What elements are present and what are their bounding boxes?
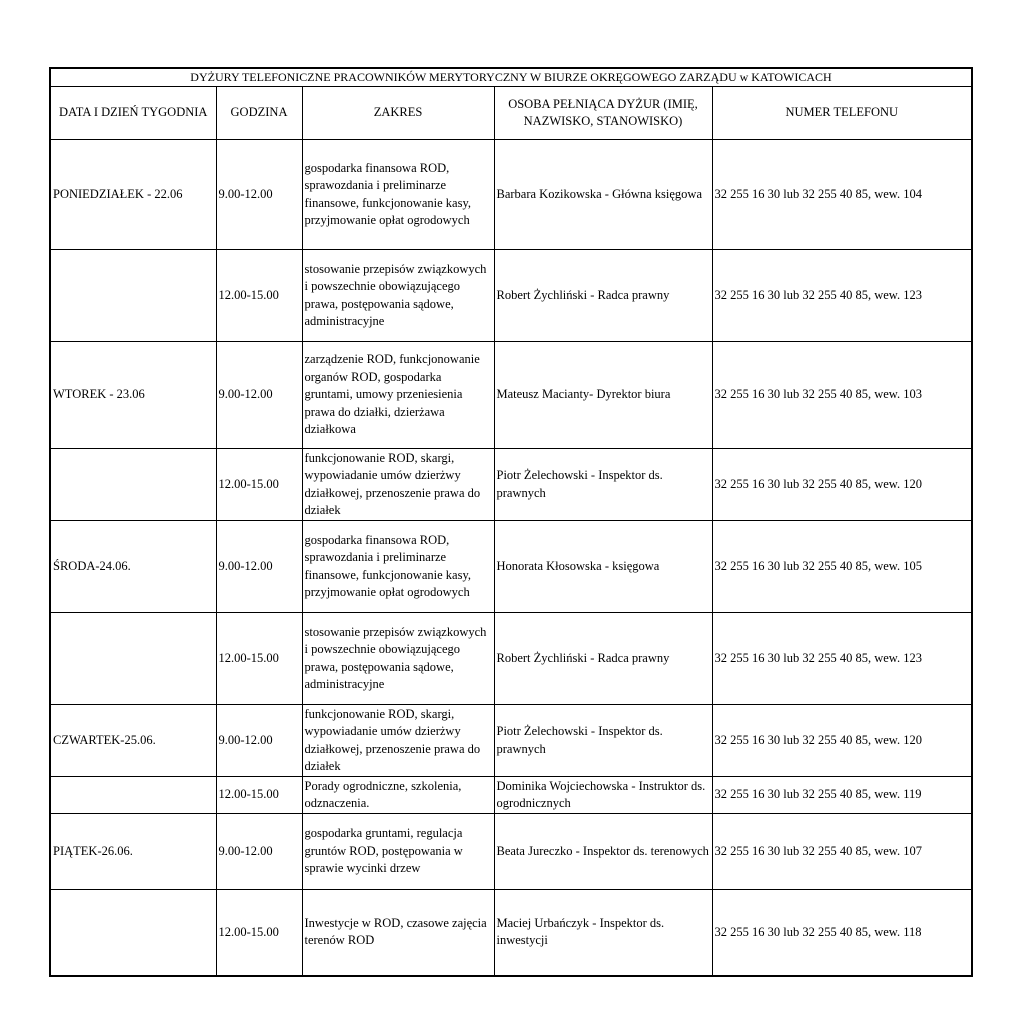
table-row xyxy=(50,342,972,449)
cell-date xyxy=(50,449,216,521)
table-row xyxy=(50,140,972,250)
cell-scope: Inwestycje w ROD, czasowe zajęcia terenów ROD xyxy=(302,890,494,976)
cell-phone: 32 255 16 30 lub 32 255 40 85, wew. 123 xyxy=(712,613,972,705)
cell-date: PIĄTEK-26.06. xyxy=(50,814,216,890)
cell-scope: zarządzenie ROD, funkcjonowanie organów ROD, gospodarka gruntami, umowy przeniesienia prawa do działki, dzierżawa działkowa xyxy=(302,342,494,449)
table-title: DYŻURY TELEFONICZNE PRACOWNIKÓW MERYTORYCZNY W BIURZE OKRĘGOWEGO ZARZĄDU w KATOWICACH xyxy=(50,68,972,87)
table-row xyxy=(50,890,972,976)
cell-person: Robert Żychliński - Radca prawny xyxy=(494,250,712,342)
cell-phone: 32 255 16 30 lub 32 255 40 85, wew. 120 xyxy=(712,705,972,777)
cell-scope: funkcjonowanie ROD, skargi, wypowiadanie umów dzierżwy działkowej, przenoszenie prawa do działek xyxy=(302,705,494,777)
cell-person: Piotr Żelechowski - Inspektor ds. prawnych xyxy=(494,705,712,777)
cell-scope: stosowanie przepisów związkowych i powszechnie obowiązującego prawa, postępowania sądowe, administracyjne xyxy=(302,250,494,342)
header-person: OSOBA PEŁNIĄCA DYŻUR (IMIĘ, NAZWISKO, STANOWISKO) xyxy=(494,87,712,140)
table-row xyxy=(50,814,972,890)
title-row xyxy=(50,68,972,87)
cell-date xyxy=(50,250,216,342)
cell-phone: 32 255 16 30 lub 32 255 40 85, wew. 105 xyxy=(712,521,972,613)
table-row xyxy=(50,250,972,342)
table-row xyxy=(50,613,972,705)
cell-date: PONIEDZIAŁEK - 22.06 xyxy=(50,140,216,250)
cell-hour: 12.00-15.00 xyxy=(216,777,302,814)
cell-date xyxy=(50,613,216,705)
cell-scope: funkcjonowanie ROD, skargi, wypowiadanie umów dzierżwy działkowej, przenoszenie prawa do działek xyxy=(302,449,494,521)
cell-scope: gospodarka finansowa ROD, sprawozdania i preliminarze finansowe, funkcjonowanie kasy, przyjmowanie opłat ogrodowych xyxy=(302,521,494,613)
cell-hour: 9.00-12.00 xyxy=(216,705,302,777)
cell-hour: 12.00-15.00 xyxy=(216,613,302,705)
cell-phone: 32 255 16 30 lub 32 255 40 85, wew. 104 xyxy=(712,140,972,250)
cell-person: Mateusz Macianty- Dyrektor biura xyxy=(494,342,712,449)
cell-date xyxy=(50,890,216,976)
table-body xyxy=(50,140,972,976)
cell-person: Barbara Kozikowska - Główna księgowa xyxy=(494,140,712,250)
table-row xyxy=(50,449,972,521)
table-row xyxy=(50,521,972,613)
cell-scope: gospodarka gruntami, regulacja gruntów ROD, postępowania w sprawie wycinki drzew xyxy=(302,814,494,890)
cell-phone: 32 255 16 30 lub 32 255 40 85, wew. 103 xyxy=(712,342,972,449)
cell-hour: 12.00-15.00 xyxy=(216,449,302,521)
cell-hour: 12.00-15.00 xyxy=(216,250,302,342)
cell-phone: 32 255 16 30 lub 32 255 40 85, wew. 123 xyxy=(712,250,972,342)
header-date: DATA I DZIEŃ TYGODNIA xyxy=(50,87,216,140)
cell-scope: gospodarka finansowa ROD, sprawozdania i preliminarze finansowe, funkcjonowanie kasy, przyjmowanie opłat ogrodowych xyxy=(302,140,494,250)
header-scope: ZAKRES xyxy=(302,87,494,140)
cell-hour: 9.00-12.00 xyxy=(216,342,302,449)
cell-hour: 9.00-12.00 xyxy=(216,140,302,250)
cell-person: Beata Jureczko - Inspektor ds. terenowych xyxy=(494,814,712,890)
cell-date: CZWARTEK-25.06. xyxy=(50,705,216,777)
cell-scope: Porady ogrodniczne, szkolenia, odznaczenia. xyxy=(302,777,494,814)
table-row xyxy=(50,777,972,814)
cell-person: Robert Żychliński - Radca prawny xyxy=(494,613,712,705)
cell-person: Piotr Żelechowski - Inspektor ds. prawnych xyxy=(494,449,712,521)
cell-date: WTOREK - 23.06 xyxy=(50,342,216,449)
header-phone: NUMER TELEFONU xyxy=(712,87,972,140)
cell-person: Honorata Kłosowska - księgowa xyxy=(494,521,712,613)
cell-hour: 9.00-12.00 xyxy=(216,814,302,890)
cell-person: Maciej Urbańczyk - Inspektor ds. inwestycji xyxy=(494,890,712,976)
cell-phone: 32 255 16 30 lub 32 255 40 85, wew. 118 xyxy=(712,890,972,976)
header-hour: GODZINA xyxy=(216,87,302,140)
header-row xyxy=(50,87,972,140)
duty-schedule-table xyxy=(49,67,973,977)
cell-date xyxy=(50,777,216,814)
cell-date: ŚRODA-24.06. xyxy=(50,521,216,613)
cell-hour: 12.00-15.00 xyxy=(216,890,302,976)
cell-hour: 9.00-12.00 xyxy=(216,521,302,613)
table-row xyxy=(50,705,972,777)
cell-phone: 32 255 16 30 lub 32 255 40 85, wew. 120 xyxy=(712,449,972,521)
cell-phone: 32 255 16 30 lub 32 255 40 85, wew. 107 xyxy=(712,814,972,890)
cell-person: Dominika Wojciechowska - Instruktor ds. ogrodnicznych xyxy=(494,777,712,814)
cell-scope: stosowanie przepisów związkowych i powszechnie obowiązującego prawa, postępowania sądowe, administracyjne xyxy=(302,613,494,705)
cell-phone: 32 255 16 30 lub 32 255 40 85, wew. 119 xyxy=(712,777,972,814)
